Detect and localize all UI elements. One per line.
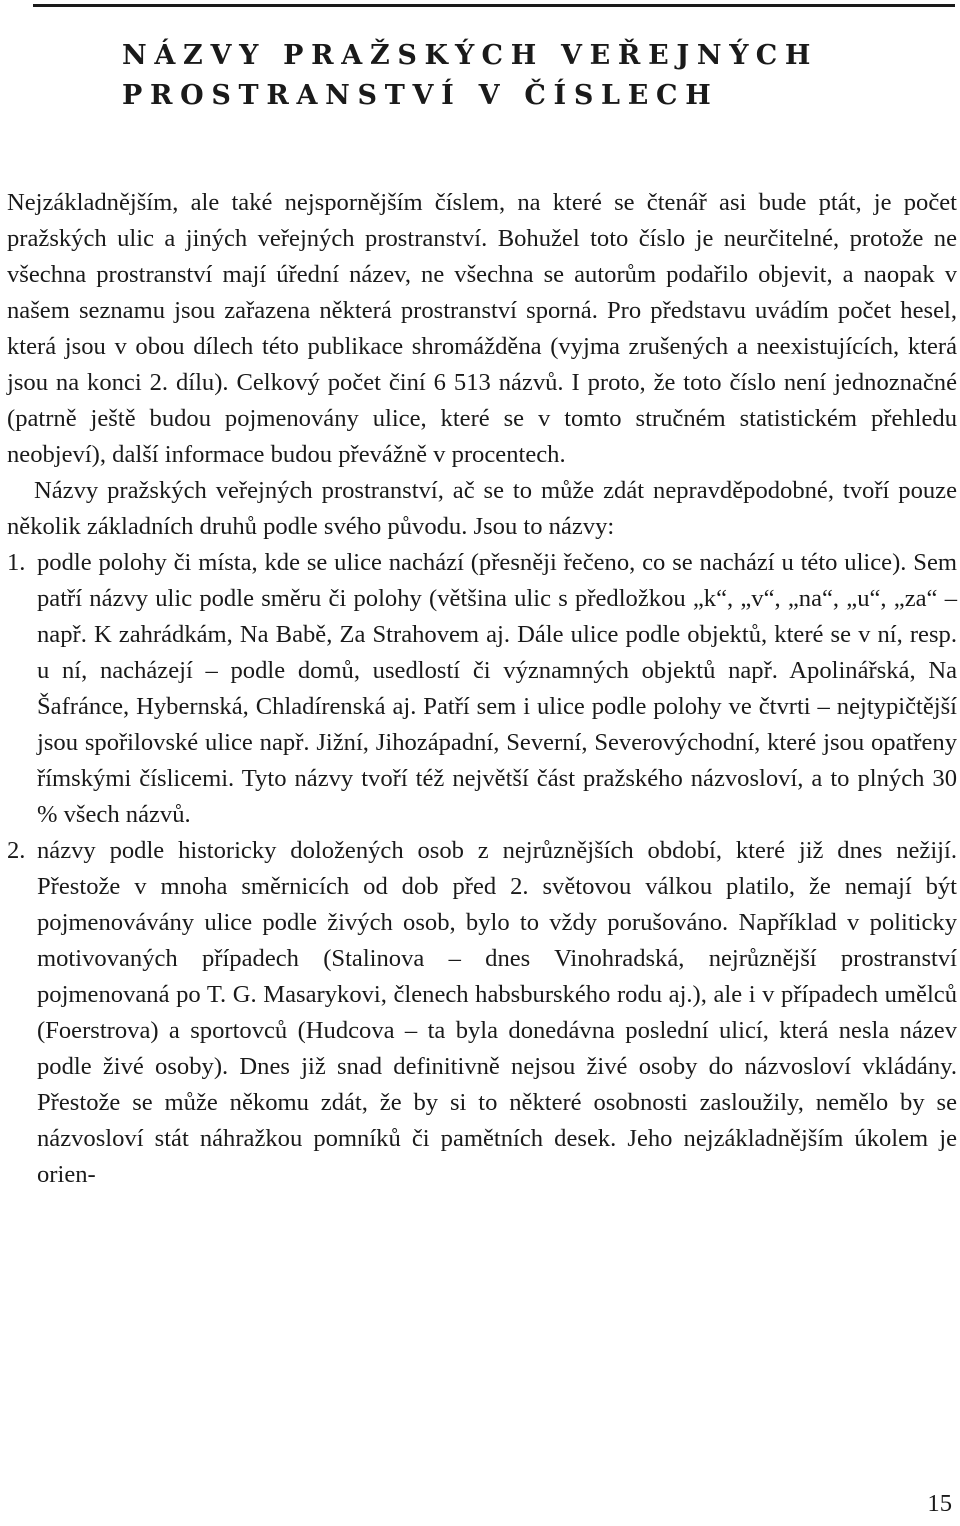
list-item-2 <box>7 833 957 1193</box>
body-text <box>7 185 957 1193</box>
chapter-heading-line-2: PROSTRANSTVÍ V ČÍSLECH <box>122 80 719 111</box>
paragraph-types: Názvy pražských veřejných prostranství, ač se to může zdát nepravděpodobné, tvoří pouze několik základních druhů podle svého původu. Jsou to názvy: <box>7 477 957 540</box>
list-item-1 <box>7 545 957 833</box>
chapter-heading-line-1: NÁZVY PRAŽSKÝCH VEŘEJNÝCH <box>122 40 819 71</box>
list-item-text: podle polohy či místa, kde se ulice nachází (přesněji řečeno, co se nachází u této ulice). Sem patří názvy ulic podle směru či polohy (většina ulic s předložkou „k“, „v“, „na“, „u“, „za“ – např. K zahrádkám, Na Babě, Za Strahovem aj. Dále ulice podle objektů, které se v ní, resp. u ní, nacházejí – podle domů, usedlostí či významných objektů např. Apolinářská, Na Šafránce, Hybernská, Chladírenská aj. Patří sem i ulice podle polohy ve čtvrti – nejtypičtější jsou spořilovské ulice např. Jižní, Jihozápadní, Severní, Severovýchodní, které jsou opatřeny římskými číslicemi. Tyto názvy tvoří též největší část pražského názvosloví, a to plných 30 % všech názvů. <box>37 549 957 828</box>
paragraph-intro: Nejzákladnějším, ale také nejspornějším číslem, na které se čtenář asi bude ptát, je počet pražských ulic a jiných veřejných prostranství. Bohužel toto číslo je neurčitelné, protože ne všechna prostranství mají úřední název, ne všechna se autorům podařilo objevit, a naopak v našem seznamu jsou zařazena některá prostranství sporná. Pro představu uvádím počet hesel, která jsou v obou dílech této publikace shromážděna (vyjma zrušených a neexistujících, která jsou na konci 2. dílu). Celkový počet činí 6 513 názvů. I proto, že toto číslo není jednoznačné (patrně ještě budou pojmenovány ulice, které se v tomto stručném statistickém přehledu neobjeví), další informace budou převážně v procentech. <box>7 189 957 468</box>
list-item-number: 1. <box>7 549 26 576</box>
list-item-number: 2. <box>7 837 26 864</box>
top-rule <box>33 4 955 7</box>
page-number: 15 <box>927 1490 952 1517</box>
chapter-heading <box>122 36 882 116</box>
list-item-text: názvy podle historicky doložených osob z nejrůznějších období, které již dnes nežijí. Přestože v mnoha směrnicích od dob před 2. světovou válkou platilo, že nemají být pojmenovávány ulice podle živých osob, bylo to vždy porušováno. Například v politicky motivovaných případech (Stalinova – dnes Vinohradská, nejrůznější prostranství pojmenovaná po T. G. Masarykovi, členech habsburského rodu aj.), ale i v případech umělců (Foerstrova) a sportovců (Hudcova – ta byla donedávna poslední ulicí, která nesla název podle živé osoby). Dnes již snad definitivně nejsou živé osoby do názvosloví vkládány. Přestože se může někomu zdát, že by si to některé osobnosti zasloužily, nemělo by se názvosloví stát náhražkou pomníků či pamětních desek. Jeho nejzákladnějším úkolem je orien- <box>37 837 957 1188</box>
